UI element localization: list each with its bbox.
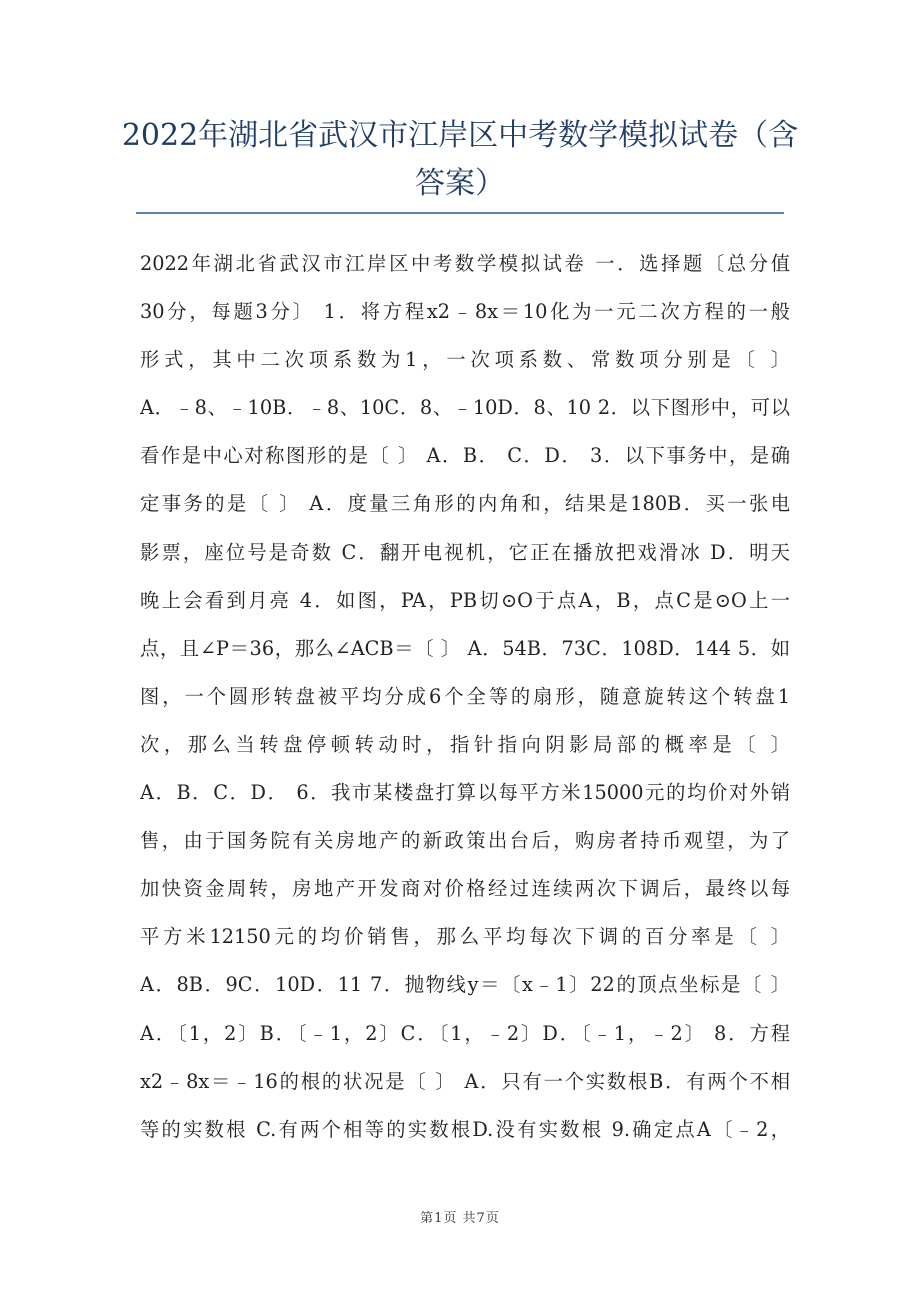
- body-line: 看作是中心对称图形的是〔 〕 A．B． C．D． 3．以下事务中，是确: [140, 444, 790, 468]
- body-line: 等的实数根 C.有两个相等的实数根D.没有实数根 9.确定点A〔﹣2，: [140, 1117, 790, 1141]
- body-line: A．8B．9C．10D．11 7．抛物线y＝〔x﹣1〕22的顶点坐标是〔 〕: [140, 973, 790, 997]
- body-line: 2022年湖北省武汉市江岸区中考数学模拟试卷 一．选择题〔总分值: [140, 252, 790, 275]
- body-line: 30分，每题3分〕 1．将方程x2﹣8x＝10化为一元二次方程的一般: [140, 300, 790, 324]
- body-line: 定事务的是〔 〕 A．度量三角形的内角和，结果是180B．买一张电: [140, 492, 790, 516]
- body-line: 点，且∠P＝36，那么∠ACB＝〔 〕 A．54B．73C．108D．144 5．如: [140, 636, 790, 660]
- body-line: 形式，其中二次项系数为1，一次项系数、常数项分别是〔 〕: [140, 348, 790, 372]
- body-line: A．﹣8、﹣10B．﹣8、10C．8、﹣10D．8、10 2．以下图形中，可以: [140, 396, 790, 420]
- body-line: A．〔1，2〕B．〔﹣1，2〕C．〔1，﹣2〕D．〔﹣1，﹣2〕 8．方程: [140, 1021, 790, 1045]
- body-line: x2﹣8x＝﹣16的根的状况是〔 〕 A．只有一个实数根B．有两个不相: [140, 1069, 790, 1093]
- body-line: 加快资金周转，房地产开发商对价格经过连续两次下调后，最终以每: [140, 877, 790, 901]
- body-line: 影票，座位号是奇数 C．翻开电视机，它正在播放把戏滑冰 D．明天: [140, 540, 790, 564]
- body-line: 平方米12150元的均价销售，那么平均每次下调的百分率是〔 〕: [140, 925, 790, 949]
- title-divider: [136, 212, 784, 214]
- page-footer: 第1页 共7页: [420, 1211, 500, 1226]
- document-title: 2022年湖北省武汉市江岸区中考数学模拟试卷（含答案）: [121, 118, 799, 201]
- body-line: 次，那么当转盘停顿转动时，指针指向阴影局部的概率是〔 〕: [140, 732, 790, 756]
- body-line: 晚上会看到月亮 4．如图，PA，PB切⊙O于点A，B，点C是⊙O上一: [140, 588, 790, 612]
- document-body: [140, 240, 790, 1154]
- body-line: A．B．C．D． 6．我市某楼盘打算以每平方米15000元的均价对外销: [140, 781, 790, 805]
- body-line: 图，一个圆形转盘被平均分成6个全等的扇形，随意旋转这个转盘1: [140, 684, 790, 708]
- body-line: 售，由于国务院有关房地产的新政策出台后，购房者持币观望，为了: [140, 829, 790, 853]
